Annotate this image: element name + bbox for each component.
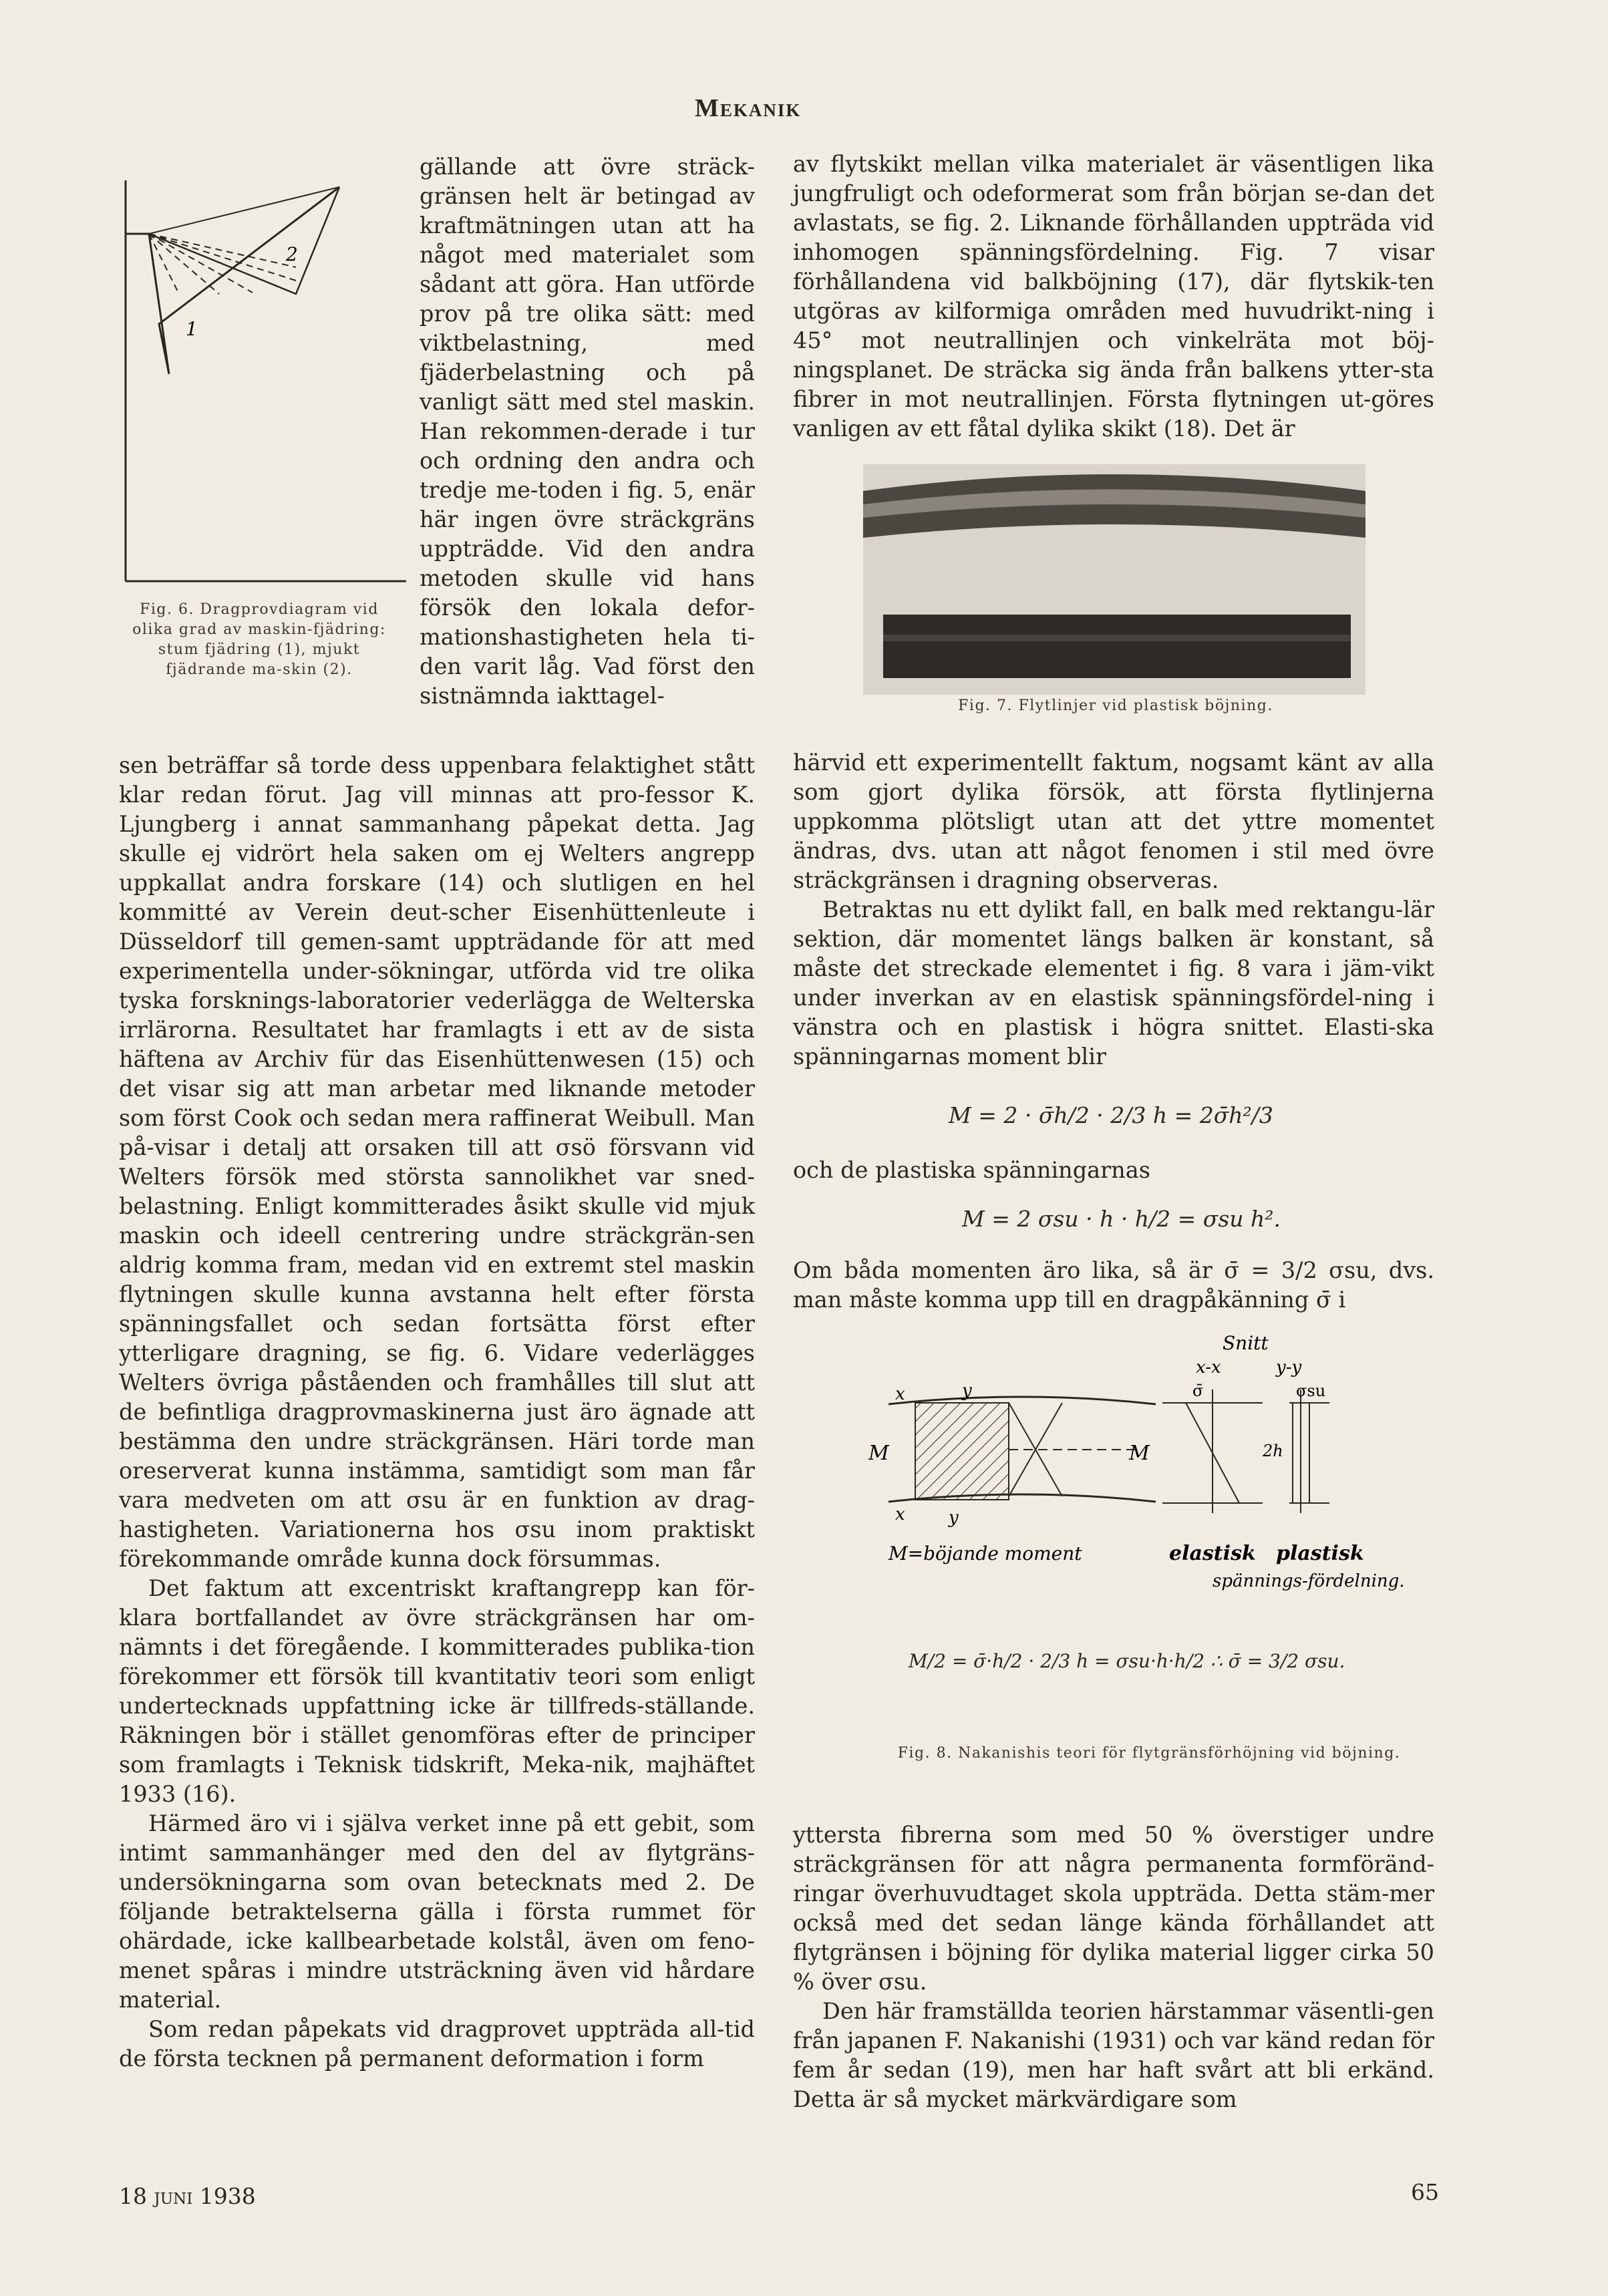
fig8-elastisk: elastisk bbox=[1169, 1542, 1256, 1565]
fig8-formula: M/2 = σ̄·h/2 · 2/3 h = σsu·h·h/2 ∴ σ̄ = 3/2 σsu. bbox=[909, 1650, 1345, 1672]
fig8-label-yy: y-y bbox=[1276, 1357, 1302, 1377]
formula-plastic-moment: M = 2 σsu · h · h/2 = σsu h². bbox=[962, 1206, 1281, 1232]
left-main-column bbox=[119, 751, 755, 2074]
fig6-label-2: 2 bbox=[286, 243, 298, 265]
fig8-sigma-bar: σ̄ bbox=[1192, 1381, 1204, 1400]
page-number: 65 bbox=[1411, 2179, 1439, 2205]
fig8-caption: Fig. 8. Nakanishis teori för flytgränsförhöjning vid böjning. bbox=[897, 1745, 1401, 1762]
fig6-diagram bbox=[119, 180, 413, 595]
fig6-caption: Fig. 6. Dragprovdiagram vid olika grad av maskin-fjädring: stum fjädring (1), mjukt fjädrande ma-skin (2). bbox=[132, 601, 386, 678]
paragraph: gällande att övre sträck-gränsen helt är betingad av kraftmätningen utan att ha något med materialet som sådant att göra. Han utförde prov på tre olika sätt: med viktbelastning, med fjäderbelastning och på vanligt sätt med stel maskin. Han rekommen-derade i tur och ordning den andra och tredje me-toden i fig. 5, enär här ingen övre sträckgräns uppträdde. Vid den andra metoden skulle vid hans försök den lokala defor-mationshastigheten hela ti-den varit låg. Vad först den sistnämnda iakttagel- bbox=[420, 154, 755, 709]
fig7-caption: Fig. 7. Flytlinjer vid plastisk böjning. bbox=[958, 697, 1273, 714]
fig8-fordelning: spännings-fördelning. bbox=[1213, 1571, 1405, 1591]
fig8-label-y-bottom: y bbox=[949, 1508, 959, 1528]
fig8-plastisk: plastisk bbox=[1276, 1542, 1364, 1565]
paragraph: sen beträffar så torde dess uppenbara felaktighet stått klar redan förut. Jag vill minnas att pro-fessor K. Ljungberg i annat sammanhang påpekat detta. Jag skulle ej vidrört hela saken om ej Welters angrepp uppkallat andra forskare (14) och slutligen en hel kommitté av Verein deut-scher Eisenhüttenleute i Düsseldorf till gemen-samt uppträdande för att med experimentella under-sökningar, utförda vid tre olika tyska forsknings-laboratorier vederlägga de Welterska irrlärorna. Resultatet har framlagts i ett av de sista häftena av Archiv für das Eisenhüttenwesen (15) och det visar sig att man arbetar med liknande metoder som först Cook och sedan mera raffinerat Weibull. Man på-visar i detalj att orsaken till att σsö försvann vid Welters försök med största sannolikhet var sned-belastning. Enligt kommitterades åsikt skulle vid mjuk maskin och ideell centrering undre sträckgrän-sen aldrig komma fram, medan vid en extremt stel maskin flytningen skulle kunna avstanna helt efter första spänningsfallet och sedan fortsätta först efter ytterligare dragning, se fig. 6. Vidare vederlägges Welters övriga påståenden och framhålles till slut att de befintliga dragprovmaskinerna just äro ägnade att bestämma den undre sträckgränsen. Häri torde man oreserverat kunna instämma, samtidigt som man får vara medveten om att σsu är en funktion av drag-hastigheten. Variationerna hos σsu inom praktiskt förekommande område kunna dock försummas. bbox=[119, 752, 755, 1572]
page-title: Mekanik bbox=[695, 94, 802, 122]
fig8-moment-label: M=böjande moment bbox=[889, 1542, 1082, 1565]
right-top-column bbox=[793, 150, 1434, 444]
paragraph: Det faktum att excentriskt kraftangrepp kan för-klara bortfallandet av övre sträckgränsen har om-nämnts i det föregående. I kommitterades publika-tion förekommer ett försök till kvantitativ teori som enligt undertecknads uppfattning icke är tillfreds-ställande. Räkningen bör i stället genomföras efter de principer som framlagts i Teknisk tidskrift, Meka-nik, majhäftet 1933 (16). bbox=[119, 1575, 755, 1807]
right-bottom-column bbox=[793, 1820, 1434, 2114]
left-top-column bbox=[420, 152, 755, 711]
fig8-label-xx: x-x bbox=[1196, 1357, 1221, 1377]
text-plastic-intro: och de plastiska spänningarnas bbox=[793, 1157, 1150, 1183]
paragraph: yttersta fibrerna som med 50 % överstiger undre sträckgränsen för att några permanenta formföränd-ringar överhuvudtaget skola uppträda. Detta stäm-mer också med det sedan länge kända förhållandet att flytgränsen i böjning för dylika material ligger cirka 50 % över σsu. bbox=[793, 1822, 1434, 1995]
footer-date: 18 juni 1938 bbox=[119, 2183, 256, 2209]
paragraph: Som redan påpekats vid dragprovet uppträda all-tid de första tecknen på permanent deformation i form bbox=[119, 2016, 755, 2072]
fig8-label-m-right: M bbox=[1129, 1442, 1150, 1465]
fig8-twoh: 2h bbox=[1263, 1442, 1283, 1460]
text-equal-moments: Om båda momenten äro lika, så är σ̄ = 3/2 σsu, dvs. man måste komma upp till en dragpåkänning σ̄ i bbox=[793, 1257, 1434, 1313]
paragraph: Den här framställda teorien härstammar väsentli-gen från japanen F. Nakanishi (1931) och var känd redan för fem år sedan (19), men har haft svårt att bli erkänd. Detta är så mycket märkvärdigare som bbox=[793, 1998, 1434, 2112]
fig8-label-x-top: x bbox=[895, 1384, 905, 1404]
fig8-label-m-left: M bbox=[868, 1442, 889, 1465]
right-mid-column bbox=[793, 748, 1434, 1072]
fig8-label-snitt: Snitt bbox=[1223, 1332, 1269, 1354]
fig6-label-1: 1 bbox=[186, 318, 198, 340]
paragraph: av flytskikt mellan vilka materialet är väsentligen lika jungfruligt och odeformerat som från början se-dan det avlastats, se fig. 2. Liknande förhållanden uppträda vid inhomogen spänningsfördelning. Fig. 7 visar förhållandena vid balkböjning (17), där flytskik-ten utgöras av kilformiga områden med huvudrikt-ning i 45° mot neutrallinjen och vinkelräta mot böj-ningsplanet. De sträcka sig ända från balkens ytter-sta fibrer in mot neutrallinjen. Första flytningen ut-göres vanligen av ett fåtal dylika skikt (18). Det är bbox=[793, 151, 1434, 442]
fig7-photo bbox=[863, 464, 1365, 695]
paragraph: Betraktas nu ett dylikt fall, en balk med rektangu-lär sektion, där momentet längs balken är konstant, så måste det streckade elementet i fig. 8 vara i jäm-vikt under inverkan av en elastisk spänningsfördel-ning i vänstra och en plastisk i högra snittet. Elasti-ska spänningarnas moment blir bbox=[793, 896, 1434, 1070]
fig8-label-x-bottom: x bbox=[895, 1504, 905, 1524]
paragraph: härvid ett experimentellt faktum, nogsamt känt av alla som gjort dylika försök, att första flytlinjerna uppkomma plötsligt utan att det yttre momentet ändras, dvs. utan att något fenomen i stil med övre sträckgränsen i dragning observeras. bbox=[793, 750, 1434, 893]
formula-elastic-moment: M = 2 · σ̄h/2 · 2/3 h = 2σ̄h²/3 bbox=[949, 1102, 1273, 1128]
fig8-label-y-top: y bbox=[962, 1381, 972, 1401]
fig8-sigma-su: σsu bbox=[1296, 1381, 1326, 1400]
paragraph: Härmed äro vi i själva verket inne på ett gebit, som intimt sammanhänger med den del av flytgräns-undersökningarna som ovan betecknats med 2. De följande betraktelserna gälla i första rummet för ohärdade, icke kallbearbetade kolstål, även om feno-menet spåras i mindre utsträckning även vid hårdare material. bbox=[119, 1810, 755, 2013]
